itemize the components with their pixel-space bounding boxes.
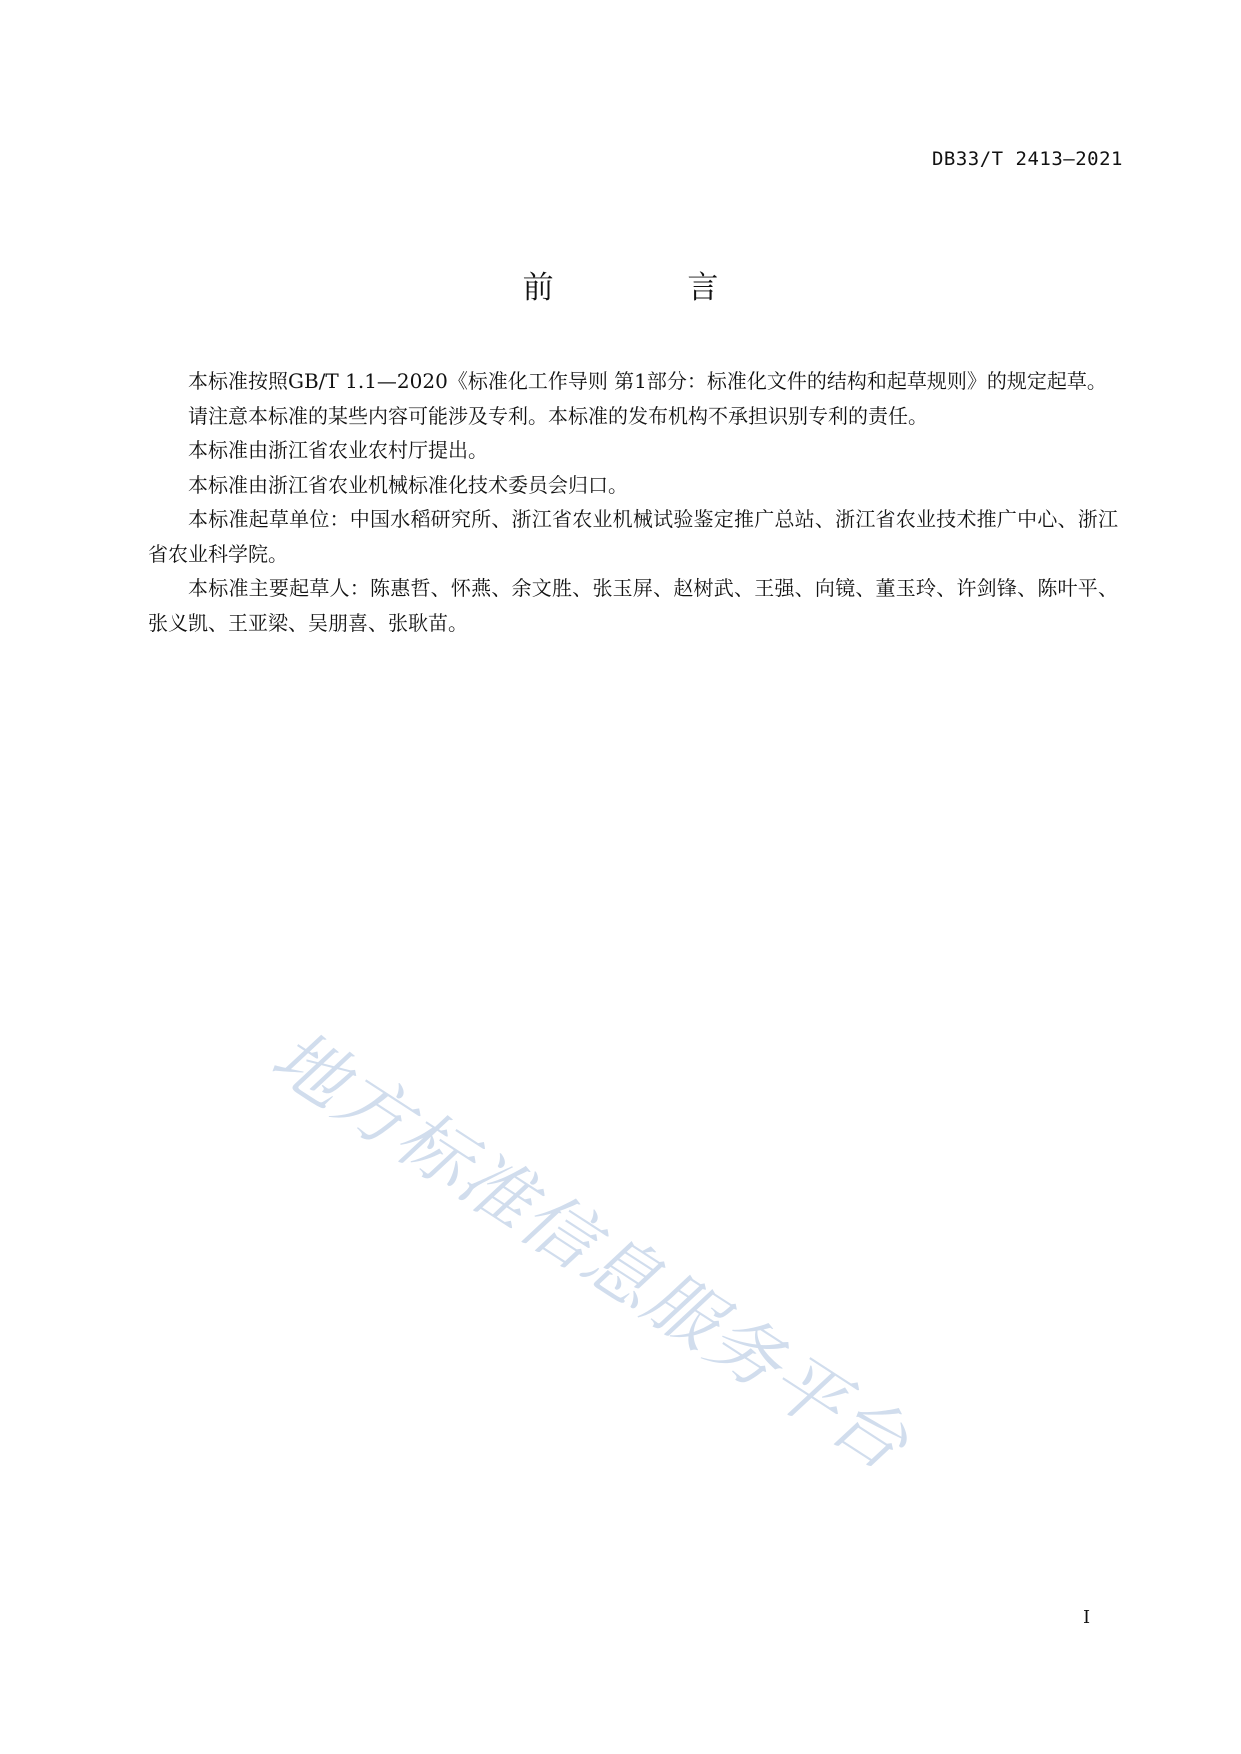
paragraph-patent-notice: 请注意本标准的某些内容可能涉及专利。本标准的发布机构不承担识别专利的责任。 xyxy=(188,403,928,428)
page-title: 前 言 xyxy=(522,270,781,306)
paragraph-centralized-unit: 本标准由浙江省农业机械标准化技术委员会归口。 xyxy=(188,472,628,497)
paragraph-drafting-rules: 本标准按照GB/T 1.1—2020《标准化工作导则 第1部分：标准化文件的结构和起草规则》的规定起草。 xyxy=(188,369,1107,393)
paragraph-proposer: 本标准由浙江省农业农村厅提出。 xyxy=(188,438,488,462)
page-number: I xyxy=(1083,1607,1091,1628)
watermark-text: 地方标准信息服务平台 xyxy=(257,1013,924,1487)
document-code: DB33/T 2413—2021 xyxy=(931,148,1123,170)
foreword-body xyxy=(148,364,1118,640)
paragraph-drafters: 本标准主要起草人：陈惠哲、怀燕、余文胜、张玉屏、赵树武、王强、向镜、董玉玲、许剑锋、陈叶平、张义凯、王亚梁、吴朋喜、张耿苗。 xyxy=(148,576,1118,635)
paragraph-drafting-units: 本标准起草单位：中国水稻研究所、浙江省农业机械试验鉴定推广总站、浙江省农业技术推广中心、浙江省农业科学院。 xyxy=(148,507,1118,566)
